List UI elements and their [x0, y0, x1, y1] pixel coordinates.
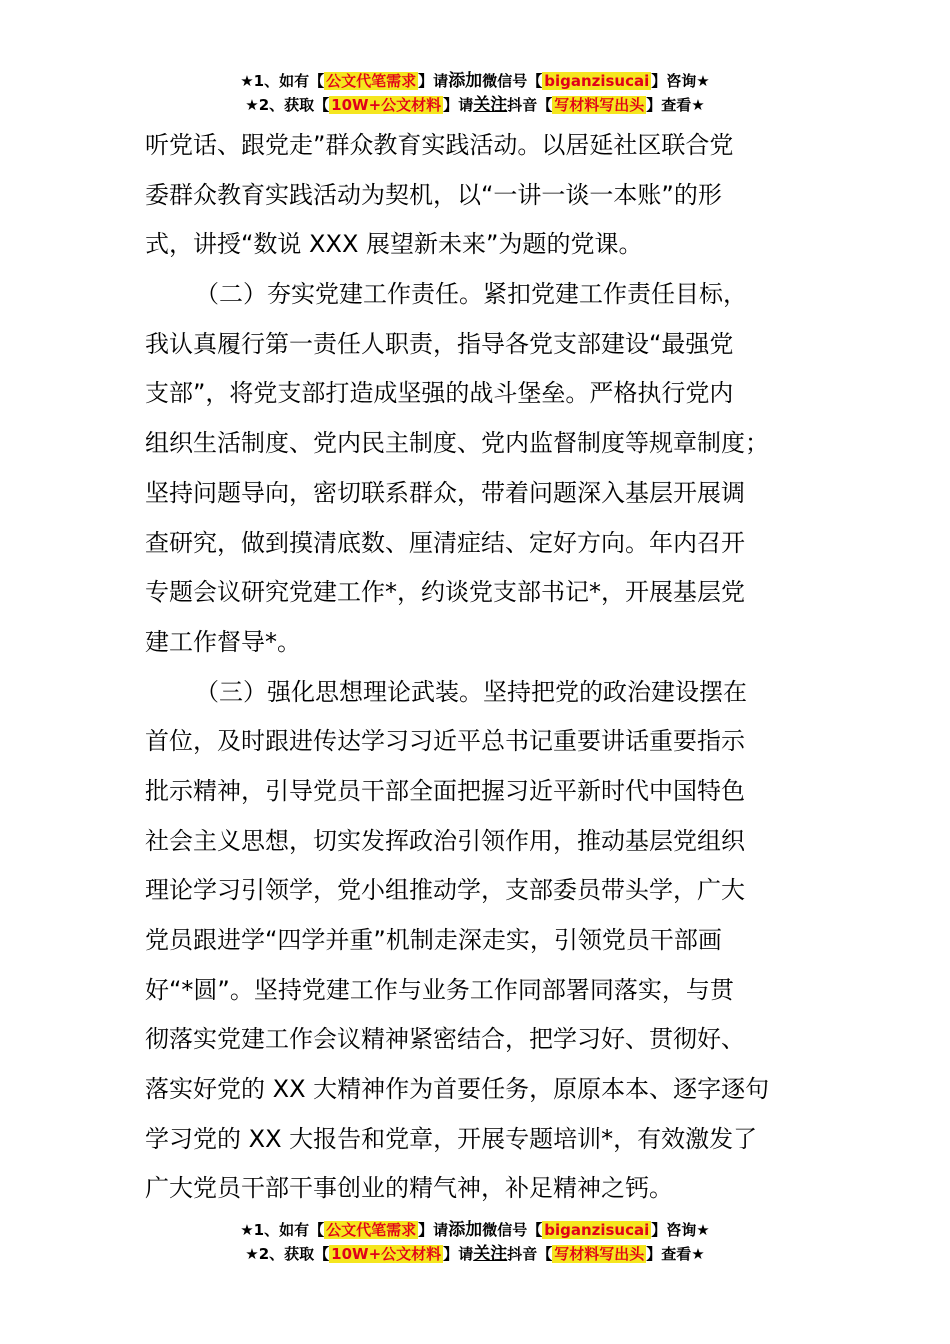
- highlight-ghostwriting: 公文代笔需求: [326, 1221, 417, 1239]
- body-line: 批示精神，引导党员干部全面把握习近平新时代中国特色: [145, 776, 745, 805]
- emphasis-add: 添加: [448, 1220, 483, 1240]
- emphasis-add: 添加: [448, 71, 483, 91]
- section-heading-2: （二）夯实党建工作责任。紧扣党建工作责任目标，: [195, 280, 747, 309]
- highlight-materials: 10W+公文材料: [331, 1245, 442, 1263]
- body-line: 组织生活制度、党内民主制度、党内监督制度等规章制度；: [145, 429, 769, 458]
- body-line: 委群众教育实践活动为契机，以“一讲一谈一本账”的形: [145, 180, 722, 209]
- top-banner-line-1: ★1、如有【 公文代笔需求 】请添加微信号【 biganzisucai 】咨询★: [240, 71, 710, 91]
- highlight-douyin-account: 写材料写出头: [554, 1245, 645, 1263]
- highlight-ghostwriting: 公文代笔需求: [326, 72, 417, 90]
- body-line: 社会主义思想，切实发挥政治引领作用，推动基层党组织: [145, 826, 745, 855]
- body-line: 学习党的 XX 大报告和党章，开展专题培训*，有效激发了: [145, 1124, 758, 1153]
- body-line: 我认真履行第一责任人职责，指导各党支部建设“最强党: [145, 329, 734, 358]
- body-line: 听党话、跟党走”群众教育实践活动。以居延社区联合党: [145, 131, 734, 159]
- body-line: 建工作督导*。: [145, 627, 301, 656]
- body-line: 广大党员干部干事创业的精气神，补足精神之钙。: [145, 1174, 673, 1203]
- highlight-douyin-account: 写材料写出头: [554, 96, 645, 114]
- body-line: 彻落实党建工作会议精神紧密结合，把学习好、贯彻好、: [145, 1025, 745, 1054]
- body-line: 坚持问题导向，密切联系群众，带着问题深入基层开展调: [145, 478, 745, 507]
- bottom-banner-line-2: ★2、获取【 10W+公文材料 】请关注抖音【 写材料写出头 】查看★: [245, 1244, 705, 1264]
- body-line: 查研究，做到摸清底数、厘清症结、定好方向。年内召开: [145, 528, 745, 557]
- highlight-materials: 10W+公文材料: [331, 96, 442, 114]
- body-line: 首位，及时跟进传达学习习近平总书记重要讲话重要指示: [145, 727, 745, 756]
- emphasis-follow: 关注: [473, 95, 508, 115]
- banner-prefix: ★2、获取: [245, 96, 315, 114]
- document-body: [145, 121, 815, 1214]
- body-line: 专题会议研究党建工作*，约谈党支部书记*，开展基层党: [145, 578, 745, 607]
- banner-prefix: ★1、如有: [240, 1221, 310, 1239]
- highlight-wechat-id: biganzisucai: [544, 72, 650, 90]
- banner-prefix: ★2、获取: [245, 1245, 315, 1263]
- emphasis-follow: 关注: [473, 1244, 508, 1264]
- body-line: 落实好党的 XX 大精神作为首要任务，原原本本、逐字逐句: [145, 1075, 770, 1104]
- section-heading-3: （三）强化思想理论武装。坚持把党的政治建设摆在: [195, 677, 747, 706]
- banner-prefix: ★1、如有: [240, 72, 310, 90]
- body-line: 党员跟进学“四学并重”机制走深走实，引领党员干部画: [145, 926, 722, 954]
- body-line: 理论学习引领学，党小组推动学，支部委员带头学，广大: [145, 876, 745, 905]
- top-banner-line-2: ★2、获取【 10W+公文材料 】请关注抖音【 写材料写出头 】查看★: [245, 95, 705, 115]
- body-line: 支部”，将党支部打造成坚强的战斗堡垒。严格执行党内: [145, 379, 734, 408]
- highlight-wechat-id: biganzisucai: [544, 1221, 650, 1239]
- body-line: 好“*圆”。坚持党建工作与业务工作同部署同落实，与贯: [145, 975, 734, 1004]
- bottom-banner-line-1: ★1、如有【 公文代笔需求 】请添加微信号【 biganzisucai 】咨询★: [240, 1220, 710, 1240]
- body-line: 式，讲授“数说 XXX 展望新未来”为题的党课。: [145, 230, 643, 259]
